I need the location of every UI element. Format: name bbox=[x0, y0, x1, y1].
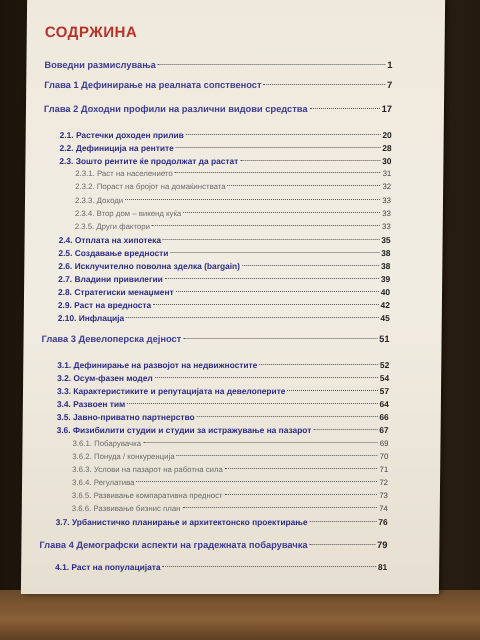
toc-entry: 2.2. Дефиниција на рентите 28 bbox=[59, 143, 392, 153]
toc-entry: Воведни размислувања 1 bbox=[44, 60, 393, 70]
toc-entry: Глава 2 Доходни профили на различни видови средства 17 bbox=[43, 104, 393, 114]
toc-entry: 3.6.4. Регулатива 72 bbox=[72, 478, 389, 487]
toc-entry: 2.8. Стратегиски менаџмент 40 bbox=[58, 287, 391, 297]
toc-entry: 2.3. Зошто рентите ќе продолжат да растат 30 bbox=[59, 156, 392, 166]
toc-entry: 3.5. Јавно-приватно партнерство 66 bbox=[56, 412, 389, 422]
toc-entry: 3.6.2. Понуда / конкуренција 70 bbox=[72, 452, 389, 461]
toc-entry: 2.3.2. Пораст на бројот на домаќинствата 32 bbox=[75, 182, 392, 191]
desk-surface bbox=[0, 590, 480, 640]
toc-entry: 3.3. Карактеристиките и репутацијата на девелоперите 57 bbox=[56, 386, 390, 396]
toc-entry: 2.6. Исклучително поволна зделка (bargain) 38 bbox=[58, 261, 391, 271]
toc-entry: 4.1. Раст на популацијата 81 bbox=[55, 562, 388, 572]
toc-entry: 3.6.6. Развивање бизнис план 74 bbox=[71, 504, 388, 513]
toc-entry: 2.3.5. Други фактори 33 bbox=[74, 222, 391, 231]
toc-entry: Глава 3 Девелоперска дејност 51 bbox=[41, 334, 390, 344]
toc-entry: 2.9. Раст на вредноста 42 bbox=[57, 300, 390, 310]
document-page bbox=[21, 0, 445, 594]
toc-entry: 3.6.5. Развивање компаративна предност 73 bbox=[71, 491, 388, 500]
toc-entry: 2.3.4. Втор дом – викенд куќа 33 bbox=[74, 209, 391, 218]
toc-entry: Глава 4 Демографски аспекти на градежната побарувачка 79 bbox=[39, 540, 388, 550]
toc-entry: 2.1. Растечки доходен прилив 20 bbox=[59, 130, 392, 140]
toc-entry: 2.10. Инфлација 45 bbox=[57, 313, 390, 323]
toc-entry: 3.6.3. Услови на пазарот на работна сила 71 bbox=[72, 465, 389, 474]
toc-entry: 2.5. Создавање вредности 38 bbox=[58, 248, 391, 258]
toc-entry: 3.7. Урбанистичко планирање и архитектонско проектирање 76 bbox=[55, 517, 388, 527]
toc-entry: 2.7. Владини привилегии 39 bbox=[58, 274, 391, 284]
toc-entry: Глава 1 Дефинирање на реалната сопственост 7 bbox=[44, 80, 393, 90]
toc-entry: 3.4. Развоен тим 64 bbox=[56, 399, 389, 409]
toc-entry: 2.4. Отплата на хипотека 35 bbox=[58, 235, 391, 245]
toc-entry: 3.2. Осум-фазен модел 54 bbox=[57, 373, 390, 383]
toc-title: СОДРЖИНА bbox=[44, 24, 138, 41]
toc-entry: 3.6.1. Побарувачка 69 bbox=[72, 439, 389, 448]
toc-entry: 3.6. Физибилити студии и студии за истражување на пазарот 67 bbox=[56, 425, 389, 435]
toc-entry: 2.3.1. Раст на населението 31 bbox=[75, 169, 392, 178]
toc-entry: 3.1. Дефинирање на развојот на недвижностите 52 bbox=[57, 360, 390, 370]
toc-entry: 2.3.3. Доходи 33 bbox=[74, 196, 392, 205]
